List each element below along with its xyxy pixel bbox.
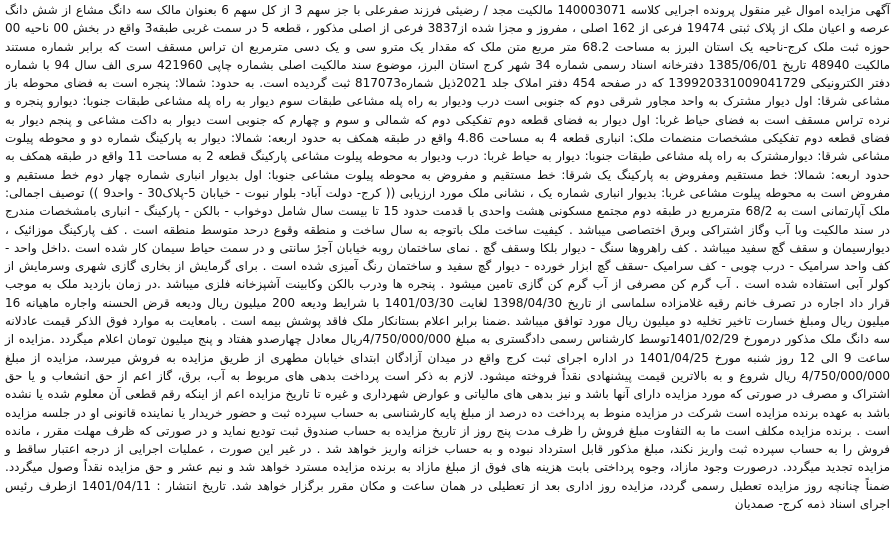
auction-notice-text: آگهی مزایده اموال غیر منقول پرونده اجرایی کلاسه 140003071 مالکیت مجد / رضیئی فرزند صفرعلی با جز سهم 3 از کل سهم 6 بعنوان مالک سه دانگ مشاع از شش دانگ عرصه و اعیان ملک از پلاک ثبتی 19474 فرعی از 162 اصلی ، مفروز و مجزا شده از3837 فرعی از اصلی مذکور ، قطعه 5 در سمت غربی طبقه3 واقع در بخش 00 ناحیه 00 حوزه ثبت ملک کرج-ناحیه یک استان البرز به مساحت 68.2 متر مربع متن ملک که مقدار یک مترو سی و یک دسی مترمربع ان تراس مسقف است که برابر شماره مستند مالکیت 48940 تاریخ 1385/06/01 دفترخانه اسناد رسمی شماره 34 شهر کرج استان البرز، موضوع سند مالکیت اصلی بشماره چاپی 421960 سری الف سال 94 با شماره دفتر الکترونیکی 139920331009041729 که در صفحه 454 دفتر املاک جلد 2021ذیل شماره817073 ثبت گردیده است. به حدود: شمالا: پنجره است به فضای محوطه باز مشاعی شرقا: اول دیوار مشترک به واحد مجاور شرقی دوم که جنوبی است درب ودیوار به راه پله مشاعی طبقات سوم دیوار به راه پله مشاعی طبقات جنوبا: دیوارو پنجره و نرده تراس مسقف است به فضای حیاط غربا: اول دیوار به فضای قطعه دوم تفکیکی دوم که شمالی و سوم و چهارم که جنوبی است دیوار به داکت مشاعی و پنجم دیوار به فضای قطعه دوم تفکیکی مشخصات منضمات ملک: انباری قطعه 4 به مساحت 4.86 واقع در طبقه همکف به حدود اربعه: شمالا: دیوار به پارکینگ شماره دو و محوطه پیلوت مشاعی شرقا: دیوارمشترک به راه پله مشاعی طبقات جنوبا: دیوار به حیاط غربا: درب ودیوار به محوطه پیلوت مشاعی پارکینگ قطعه 2 به مساحت 11 واقع در طبقه همکف به حدود اربعه: شمالا: خط مستقیم ومفروض به پارکینگ یک شرقا: خط مستقیم و مفروض به محوطه پیلوت مشاعی جنوبا: اول بدیوار انباری شماره چهار دوم خط مستقیم و مفروض است به محوطه پیلوت مشاعی غربا: بدیوار انباری شماره یک ، نشانی ملک مورد ارزیابی (( کرج- دولت آباد- بلوار نبوت - خیابان 5-پلاک30 - واحد9 )) توصیف اجمالی: ملک آپارتمانی است به 68/2 مترمربع در طبقه دوم مجتمع مسکونی هشت واحدی با قدمت حدود 15 تا بیست سال شامل دوخواب - بالکن - پارکینگ - انباری بامشخصات مندرج در سند مالکیت وبا آب وگاز اشتراکی وبرق اختصاصی میباشد . کیفیت ساخت ملک باتوجه به سال ساخت و منطقه وقوع درحد متوسط منطقه است . کف پارکینگ موزائیک ، دیوارسیمان و سقف گچ سفید میباشد . کف راهروها سنگ - دیوار بلکا وسقف گچ . نمای ساختمان روبه خیابان آجرٔ سانتی و در سمت حیاط سیمان کار شده است .داخل واحد - کف واحد سرامیک - درب چوبی - کف سرامیک -سقف گچ ابزار خورده - دیوار گچ سفید و ساختمان رنگ آمیزی شده است . برای گرمایش از بخاری گازی شهری وسرمایش از کولر آبی استفاده شده است . آب گرم کن مصرفی از آب گرم کن گازی تامین میشود . پنجره ها ودرب بالکن وکابینت آشپزخانه فلزی میباشد .در زمان بازدید ملک به موجب قرار داد اجاره در تصرف خانم رقیه غلامزاده سلماسی از تاریخ 1398/04/30 لغایت 1401/03/30 با شرایط ودیعه 200 میلیون ریال ودیعه قرض الحسنه واجاره ماهیانه 16 میلیون ریال ومبلغ خسارت تاخیر تخلیه دو میلیون ریال مورد توافق میباشد .ضمنا برابر اعلام بستانکار ملک فاقد پوشش بیمه است . بامعایت به موارد فوق الذکر قیمت عادلانه سه دانگ ملک مذکور درمورخ 1401/02/29توسط کارشناس رسمی دادگستری به مبلغ 4/750/000/000ریال معادل چهارصدو هفتاد و پنج میلیون تومان اعلام میگردد .مزایده از ساعت 9 الی 12 روز شنبه مورخ 1401/04/25 در اداره اجرای ثبت کرج واقع در میدان آزادگان ابتدای خیابان مطهری از طریق مزایده به فروش میرسد، مزایده از مبلغ 4/750/000/000 ریال شروع و به بالاترین قیمت پیشنهادی نقداً فروخته میشود. لازم به ذکر است پرداخت بدهی های مربوط به آب، برق، گاز اعم از حق انشعاب و یا حق اشتراک و مصرف در صورتی که مورد مزایده دارای آنها باشد و نیز بدهی های مالیاتی و عوارض شهرداری و غیره تا تاریخ مزایده اعم از اینکه رقم قطعی آن معلوم شده یا نشده باشد به عهده برنده مزایده است شرکت در مزایده منوط به پرداخت ده درصد از مبلغ پایه کارشناسی به حساب سپرده ثبت و حضور خریدار یا نماینده قانونی او در جلسه مزایده است . برنده مزایده مکلف است ما به التفاوت مبلغ فروش را ظرف مدت پنج روز از تاریخ مزایده به حساب صندوق ثبت تودیع نماید و در صورتی که ظرف مهلت مقرر ، مانده فروش را به حساب سپرده ثبت واریز نکند، مبلغ مذکور قابل استرداد نبوده و به حساب خزانه واریز خواهد شد . در غیر این صورت ، عملیات اجرایی از درجه اعتبار ساقط و مزایده تجدید میگردد. درصورت وجود مازاد، وجوه پرداختی بابت هزینه های فوق از مبلغ مازاد به برنده مزایده مسترد خواهد شد و نیم عشر و حق مزایده نقداً وصول میگردد. ضمناً چنانچه روز مزایده تعطیل رسمی گردد، مزایده روز اداری بعد از تعطیلی در همان ساعت و مکان مقرر برگزار خواهد شد. تاریخ انتشار : 1401/04/11 ازطرف رئیس اجرای اسناد ذمه کرج- صمدیان	[5, 3, 891, 512]
